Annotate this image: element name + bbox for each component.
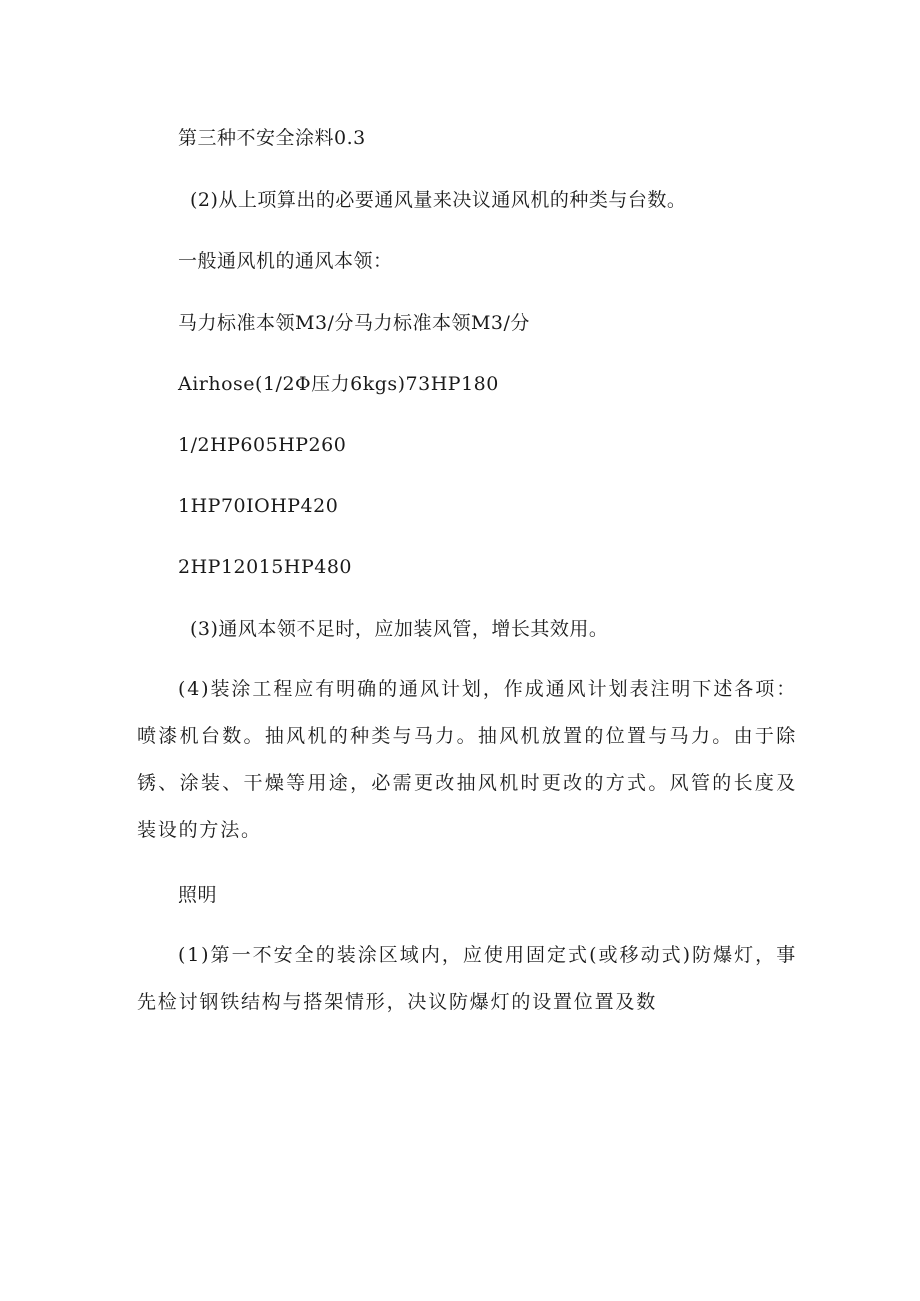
text-line-table-row-1: Airhose(1/2Φ压力6kgs)73HP180 [178, 373, 499, 395]
heading-lighting: 照明 [178, 884, 218, 906]
paragraph-lighting: (1)第一不安全的装涂区域内，应使用固定式(或移动式)防爆灯，事先检讨钢铁结构与搭架情形，决议防爆灯的设置位置及数 [137, 944, 797, 1013]
text-line-item-3: (3)通风本领不足时，应加装风管，增长其效用。 [190, 618, 609, 640]
text-line-unsafe-paint-type-3: 第三种不安全涂料0.3 [178, 127, 366, 149]
text-line-fan-capacity-heading: 一般通风机的通风本领： [178, 250, 393, 272]
text-line-table-row-2: 1/2HP605HP260 [178, 434, 347, 456]
text-line-item-2: (2)从上项算出的必要通风量来决议通风机的种类与台数。 [190, 189, 687, 211]
text-line-table-header: 马力标准本领M3/分马力标准本领M3/分 [178, 312, 530, 334]
text-line-table-row-4: 2HP12015HP480 [178, 556, 353, 578]
paragraph-ventilation-plan: (4)装涂工程应有明确的通风计划，作成通风计划表注明下述各项：喷漆机台数。抽风机的种类与马力。抽风机放置的位置与马力。由于除锈、涂装、干燥等用途，必需更改抽风机时更改的方式。风管的长度及装设的方法。 [137, 678, 797, 841]
text-line-table-row-3: 1HP70IOHP420 [178, 495, 339, 517]
